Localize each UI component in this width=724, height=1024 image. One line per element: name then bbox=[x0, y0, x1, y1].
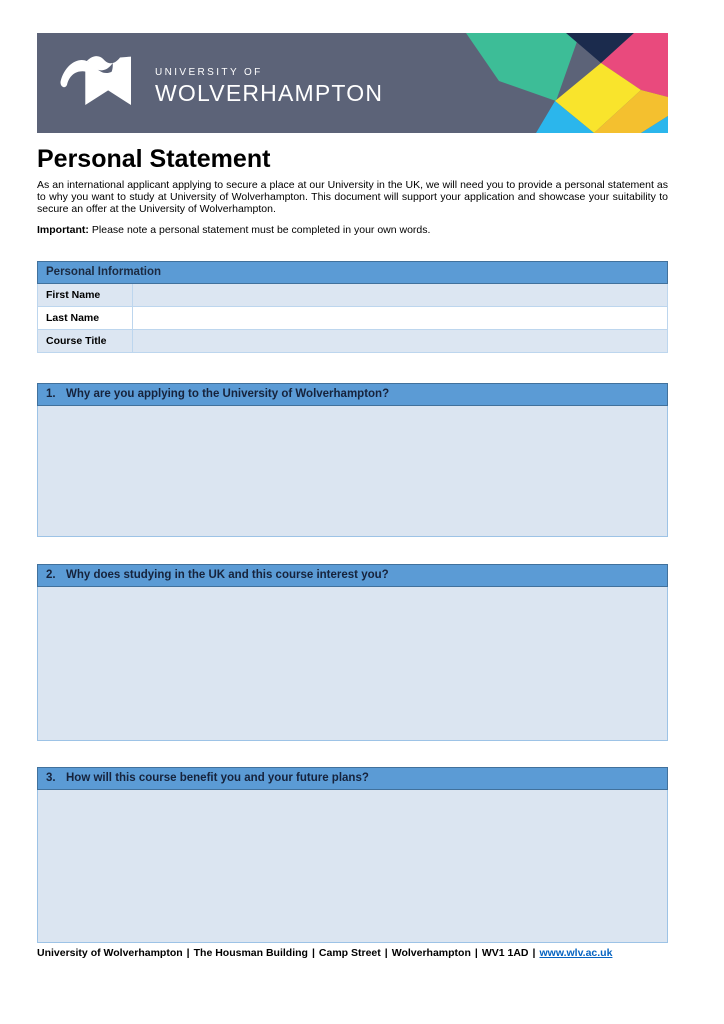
footer-segment: University of Wolverhampton bbox=[37, 947, 183, 960]
footer bbox=[37, 943, 668, 959]
personal-info-header: Personal Information bbox=[37, 261, 668, 284]
section-spacer bbox=[37, 537, 668, 564]
logo-university-of: UNIVERSITY OF bbox=[155, 67, 263, 78]
question-text: Why are you applying to the University of Wolverhampton? bbox=[66, 388, 390, 401]
footer-separator: | bbox=[384, 947, 388, 960]
personal-info-table bbox=[37, 261, 668, 353]
footer-separator: | bbox=[532, 947, 536, 960]
footer-separator: | bbox=[474, 947, 478, 960]
footer-segment: WV1 1AD bbox=[481, 947, 529, 960]
question-2-answer-area[interactable] bbox=[37, 587, 668, 741]
logo-wordmark bbox=[155, 67, 383, 107]
intro-text: As an international applicant applying to secure a place at our University in the UK, we will need you to provide a personal statement as to why you want to study at University of Wolverhampton. This document will support your application and showcase your suitability to secure an offer at the University of Wolverhampton. bbox=[37, 179, 668, 215]
question-section-2 bbox=[37, 564, 668, 741]
footer-segment: Camp Street bbox=[318, 947, 381, 960]
footer-link[interactable]: www.wlv.ac.uk bbox=[539, 947, 613, 960]
footer-separator: | bbox=[311, 947, 315, 960]
question-number: 2. bbox=[46, 569, 56, 582]
row-label: First Name bbox=[38, 284, 133, 306]
university-banner bbox=[37, 33, 668, 133]
footer-separator: | bbox=[186, 947, 190, 960]
question-3-header bbox=[37, 767, 668, 790]
question-section-1 bbox=[37, 383, 668, 537]
table-row-first-name bbox=[37, 284, 668, 307]
question-1-answer-area[interactable] bbox=[37, 406, 668, 537]
table-row-course-title bbox=[37, 330, 668, 353]
question-section-3 bbox=[37, 767, 668, 943]
banner-mosaic-decoration bbox=[438, 33, 668, 133]
important-note bbox=[37, 224, 668, 236]
row-label: Last Name bbox=[38, 307, 133, 329]
important-label: Important: bbox=[37, 224, 89, 237]
last-name-field[interactable] bbox=[133, 307, 667, 329]
question-number: 1. bbox=[46, 388, 56, 401]
question-text: How will this course benefit you and your future plans? bbox=[66, 772, 369, 785]
footer-segment: The Housman Building bbox=[193, 947, 308, 960]
row-label: Course Title bbox=[38, 330, 133, 352]
wolverhampton-flag-icon bbox=[53, 52, 145, 116]
question-2-header bbox=[37, 564, 668, 587]
page-title: Personal Statement bbox=[37, 145, 271, 173]
logo-wolverhampton: WOLVERHAMPTON bbox=[155, 80, 384, 106]
footer-segment: Wolverhampton bbox=[391, 947, 471, 960]
important-text: Please note a personal statement must be completed in your own words. bbox=[91, 224, 431, 237]
table-row-last-name bbox=[37, 307, 668, 330]
course-title-field[interactable] bbox=[133, 330, 667, 352]
question-number: 3. bbox=[46, 772, 56, 785]
question-text: Why does studying in the UK and this course interest you? bbox=[66, 569, 389, 582]
question-1-header bbox=[37, 383, 668, 406]
question-3-answer-area[interactable] bbox=[37, 790, 668, 943]
university-logo bbox=[53, 52, 383, 116]
section-spacer bbox=[37, 741, 668, 767]
first-name-field[interactable] bbox=[133, 284, 667, 306]
document-content bbox=[37, 33, 668, 959]
